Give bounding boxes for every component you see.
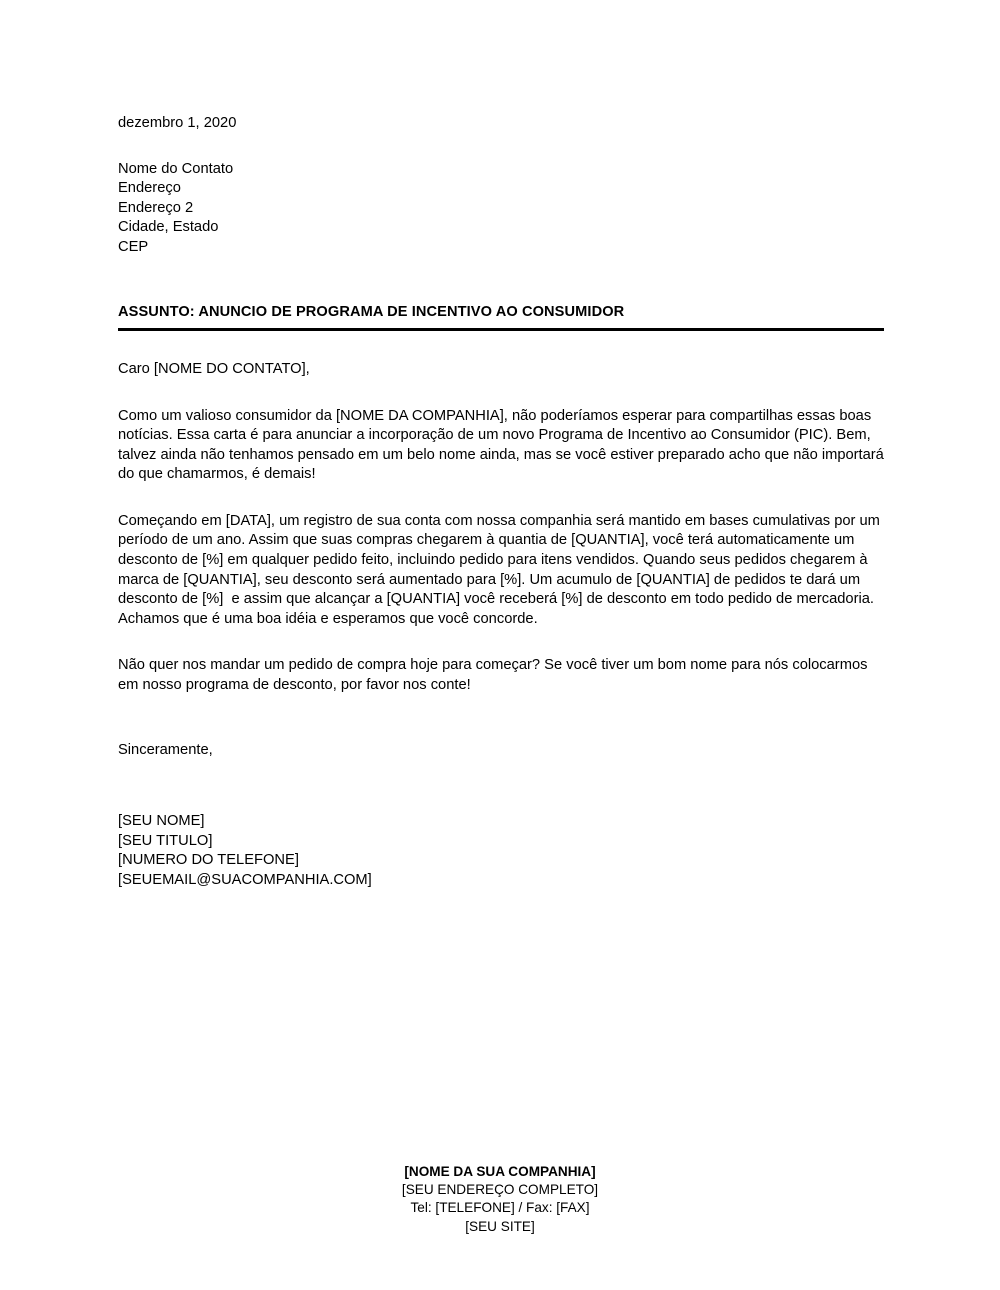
signature-email: [SEUEMAIL@SUACOMPANHIA.COM] xyxy=(118,871,372,888)
letter-content xyxy=(118,114,888,890)
footer-company-name: [NOME DA SUA COMPANHIA] xyxy=(404,1164,596,1179)
signature-line: [NUMERO DO TELEFONE] xyxy=(118,852,299,869)
address-line: Nome do Contato xyxy=(118,160,234,177)
address-line: CEP xyxy=(118,238,149,255)
address-line: Endereço xyxy=(118,180,181,196)
subject-section xyxy=(118,303,884,331)
address-line: Cidade, Estado xyxy=(118,219,219,235)
signature-line: [SEU TITULO] xyxy=(118,832,213,849)
closing-line: Sinceramente, xyxy=(118,741,213,758)
footer-contact: Tel: [TELEFONE] / Fax: [FAX] xyxy=(410,1200,590,1216)
recipient-address-block xyxy=(118,160,884,258)
letter-date: dezembro 1, 2020 xyxy=(118,115,237,131)
page-footer xyxy=(0,1163,1000,1236)
salutation: Caro [NOME DO CONTATO], xyxy=(118,361,310,377)
horizontal-rule xyxy=(118,328,884,331)
signature-line: [SEU NOME] xyxy=(118,813,205,830)
footer-address: [SEU ENDEREÇO COMPLETO] xyxy=(401,1182,599,1198)
body-paragraph: Não quer nos mandar um pedido de compra hoje para começar? Se você tiver um bom nome para nós colocarmos em nosso programa de desconto, por favor nos conte! xyxy=(118,657,872,694)
signature-block xyxy=(118,812,884,890)
body-paragraph: Começando em [DATA], um registro de sua conta com nossa companhia será mantido em bases cumulativas por um período de um ano. Assim que suas compras chegarem à quantia de [QUANTIA], você terá automaticamente um desconto de [%] em qualquer pedido feito, incluindo pedido para itens vendidos. Quando seus pedidos chegarem à marca de [QUANTIA], seu desconto será aumentado para [%]. Um acumulo de [QUANTIA] de pedidos te dará um desconto de [%] e assim que alcançar a [QUANTIA] você receberá [%] de desconto em todo pedido de mercadoria. Achamos que é uma boa idéia e esperamos que você concorde. xyxy=(118,512,885,627)
body-paragraph: Como um valioso consumidor da [NOME DA COMPANHIA], não poderíamos esperar para compartilhas essas boas notícias. Essa carta é para anunciar a incorporação de um novo Programa de Incentivo ao Consumidor (PIC). Bem, talvez ainda não tenhamos pensado em um belo nome ainda, mas se você estiver preparado acho que não importará do que chamarmos, é demais! xyxy=(118,407,888,483)
subject-line: ASSUNTO: ANUNCIO DE PROGRAMA DE INCENTIVO AO CONSUMIDOR xyxy=(118,304,625,320)
address-line: Endereço 2 xyxy=(118,199,194,216)
footer-website: [SEU SITE] xyxy=(465,1218,535,1234)
